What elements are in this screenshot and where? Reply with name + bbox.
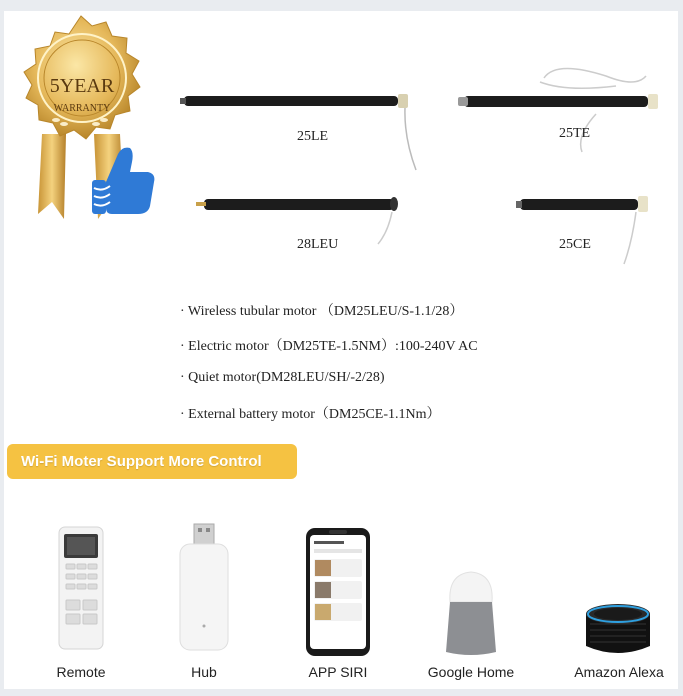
device-label-remote: Remote [56, 664, 106, 680]
control-banner: Wi-Fi Moter Support More Control [7, 444, 297, 479]
motor-25te-image [456, 66, 666, 176]
motor-label-25ce: 25CE [559, 237, 591, 252]
motor-label-28leu: 28LEU [297, 237, 339, 252]
spec-item: · External battery motor（DM25CE-1.1Nm） [180, 407, 441, 422]
spec-item: · Quiet motor(DM28LEU/SH/-2/28) [180, 370, 385, 385]
spec-item: · Electric motor（DM25TE-1.5NM）:100-240V AC [180, 339, 478, 354]
device-label-hub: Hub [191, 664, 217, 680]
device-label-app-siri: APP SIRI [308, 664, 368, 680]
amazon-alexa-image [582, 600, 654, 658]
device-label-google-home: Google Home [427, 664, 515, 680]
motor-label-25te: 25TE [559, 126, 591, 141]
hub-image [174, 522, 234, 656]
badge-year: 5YEAR [49, 75, 115, 97]
google-home-image [440, 568, 502, 658]
motor-25ce-image [514, 192, 664, 272]
motor-label-25le: 25LE [297, 129, 329, 144]
badge-warranty: WARRANTY [53, 103, 111, 114]
thumbs-up-icon [88, 140, 158, 220]
remote-image [58, 526, 104, 650]
phone-image [305, 527, 371, 657]
device-label-amazon-alexa: Amazon Alexa [574, 664, 664, 680]
spec-item: · Wireless tubular motor （DM25LEU/S-1.1/28） [180, 304, 464, 319]
